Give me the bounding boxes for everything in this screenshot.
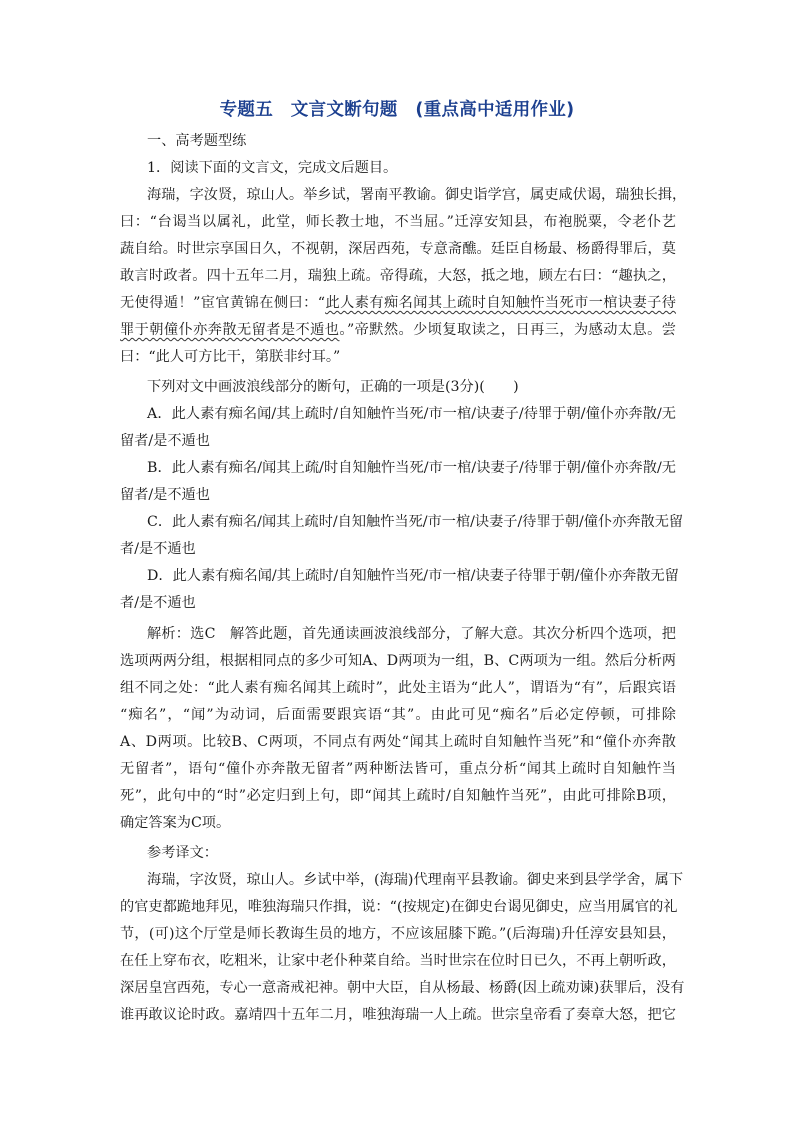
passage-text: 。”帝默然。少顷复取读之，日再三，为感动太息。尝 xyxy=(339,322,676,338)
option-c-line-2: 者/是不遁也 xyxy=(120,541,196,557)
option-d-line-2: 者/是不遁也 xyxy=(120,595,196,611)
option-b-line-1: B．此人素有痴名/闻其上疏/时自知触忤当死/市一棺/诀妻子/待罪于朝/僮仆亦奔散/无 xyxy=(147,460,676,476)
passage-line-4: 敢言时政者。四十五年二月，瑞独上疏。帝得疏，大怒，抵之地，顾左右曰：“趣执之， xyxy=(120,268,676,284)
passage-text: 无使得遁！”宦官黄锦在侧曰：“ xyxy=(120,295,326,311)
passage-line-5 xyxy=(120,293,676,313)
translation-line-4: 在任上穿布衣，吃粗米，让家中老仆种菜自给。当时世宗在位时日已久，不再上朝听政， xyxy=(120,953,676,969)
translation-line-6: 谁再敢议论时政。嘉靖四十五年二月，唯独海瑞一人上疏。世宗皇帝看了奏章大怒，把它 xyxy=(120,1007,676,1023)
wavy-underlined-text: 此人素有痴名闻其上疏时自知触忤当死市一棺诀妻子待 xyxy=(325,295,676,311)
passage-line-7: 曰：“此人可方比干，第朕非纣耳。” xyxy=(120,349,341,365)
translation-heading: 参考译文： xyxy=(147,845,218,861)
passage-line-3: 蔬自给。时世宗享国日久，不视朝，深居西苑，专意斋醮。廷臣自杨最、杨爵得罪后，莫 xyxy=(120,241,676,257)
analysis-line-6: 无留者”，语句“僮仆亦奔散无留者”两种断法皆可，重点分析“闻其上疏时自知触忤当 xyxy=(120,761,676,777)
analysis-line-4: “痴名”，“闻”为动词，后面需要跟宾语“其”。由此可见“痴名”后必定停顿，可排除 xyxy=(120,707,676,723)
option-a-line-2: 留者/是不遁也 xyxy=(120,433,210,449)
option-c-line-1: C．此人素有痴名/闻其上疏时/自知触忤当死/市一棺/诀妻子/待罪于朝/僮仆亦奔散无留 xyxy=(147,514,684,530)
option-d-line-1: D．此人素有痴名闻/其上疏时/自知触忤当死/市一棺/诀妻子待罪于朝/僮仆亦奔散无留 xyxy=(147,568,679,584)
translation-line-2: 的官吏都跪地拜见，唯独海瑞只作揖，说：“(按规定)在御史台谒见御史，应当用属官的礼 xyxy=(120,899,678,915)
section-heading: 一、高考题型练 xyxy=(147,133,247,149)
question-intro: 1．阅读下面的文言文，完成文后题目。 xyxy=(147,160,398,176)
option-b-line-2: 留者/是不遁也 xyxy=(120,487,210,503)
page-title: 专题五 文言文断句题 (重点高中适用作业) xyxy=(219,100,575,120)
question-prompt: 下列对文中画波浪线部分的断句，正确的一项是(3分)( ) xyxy=(147,379,519,395)
analysis-line-7: 死”，此句中的“时”必定归到上句，即“闻其上疏时/自知触忤当死”，由此可排除B项， xyxy=(120,788,676,804)
translation-line-3: 节，(可)这个厅堂是师长教诲生员的地方，不应该屈膝下跪。”(后海瑞)升任淳安县知县， xyxy=(120,926,676,942)
analysis-line-3: 组不同之处：“此人素有痴名闻其上疏时”，此处主语为“此人”，谓语为“有”，后跟宾语 xyxy=(120,680,676,696)
passage-line-2: 曰：“台谒当以属礼，此堂，师长教士地，不当屈。”迁淳安知县，布袍脱粟，令老仆艺 xyxy=(120,214,676,230)
analysis-line-5: A、D两项。比较B、C两项，不同点有两处“闻其上疏时自知触忤当死”和“僮仆亦奔散 xyxy=(120,734,676,750)
translation-line-1: 海瑞，字汝贤，琼山人。乡试中举，(海瑞)代理南平县教谕。御史来到县学学舍，属下 xyxy=(147,872,684,888)
analysis-line-2: 选项两两分组，根据相同点的多少可知A、D两项为一组，B、C两项为一组。然后分析两 xyxy=(120,653,676,669)
translation-line-5: 深居皇宫西苑，专心一意斋戒祀神。朝中大臣，自从杨最、杨爵(因上疏劝谏)获罪后，没有 xyxy=(120,980,685,996)
analysis-line-8: 确定答案为C项。 xyxy=(120,815,231,831)
analysis-line-1: 解析：选C 解答此题，首先通读画波浪线部分，了解大意。其次分析四个选项，把 xyxy=(147,626,676,642)
passage-line-6 xyxy=(120,320,676,340)
passage-line-1: 海瑞，字汝贤，琼山人。举乡试，署南平教谕。御史诣学宫，属吏咸伏谒，瑞独长揖， xyxy=(147,187,687,203)
option-a-line-1: A．此人素有痴名闻/其上疏时/自知触忤当死/市一棺/诀妻子/待罪于朝/僮仆亦奔散/无 xyxy=(147,406,676,422)
wavy-underlined-text: 罪于朝僮仆亦奔散无留者是不遁也 xyxy=(120,322,340,338)
